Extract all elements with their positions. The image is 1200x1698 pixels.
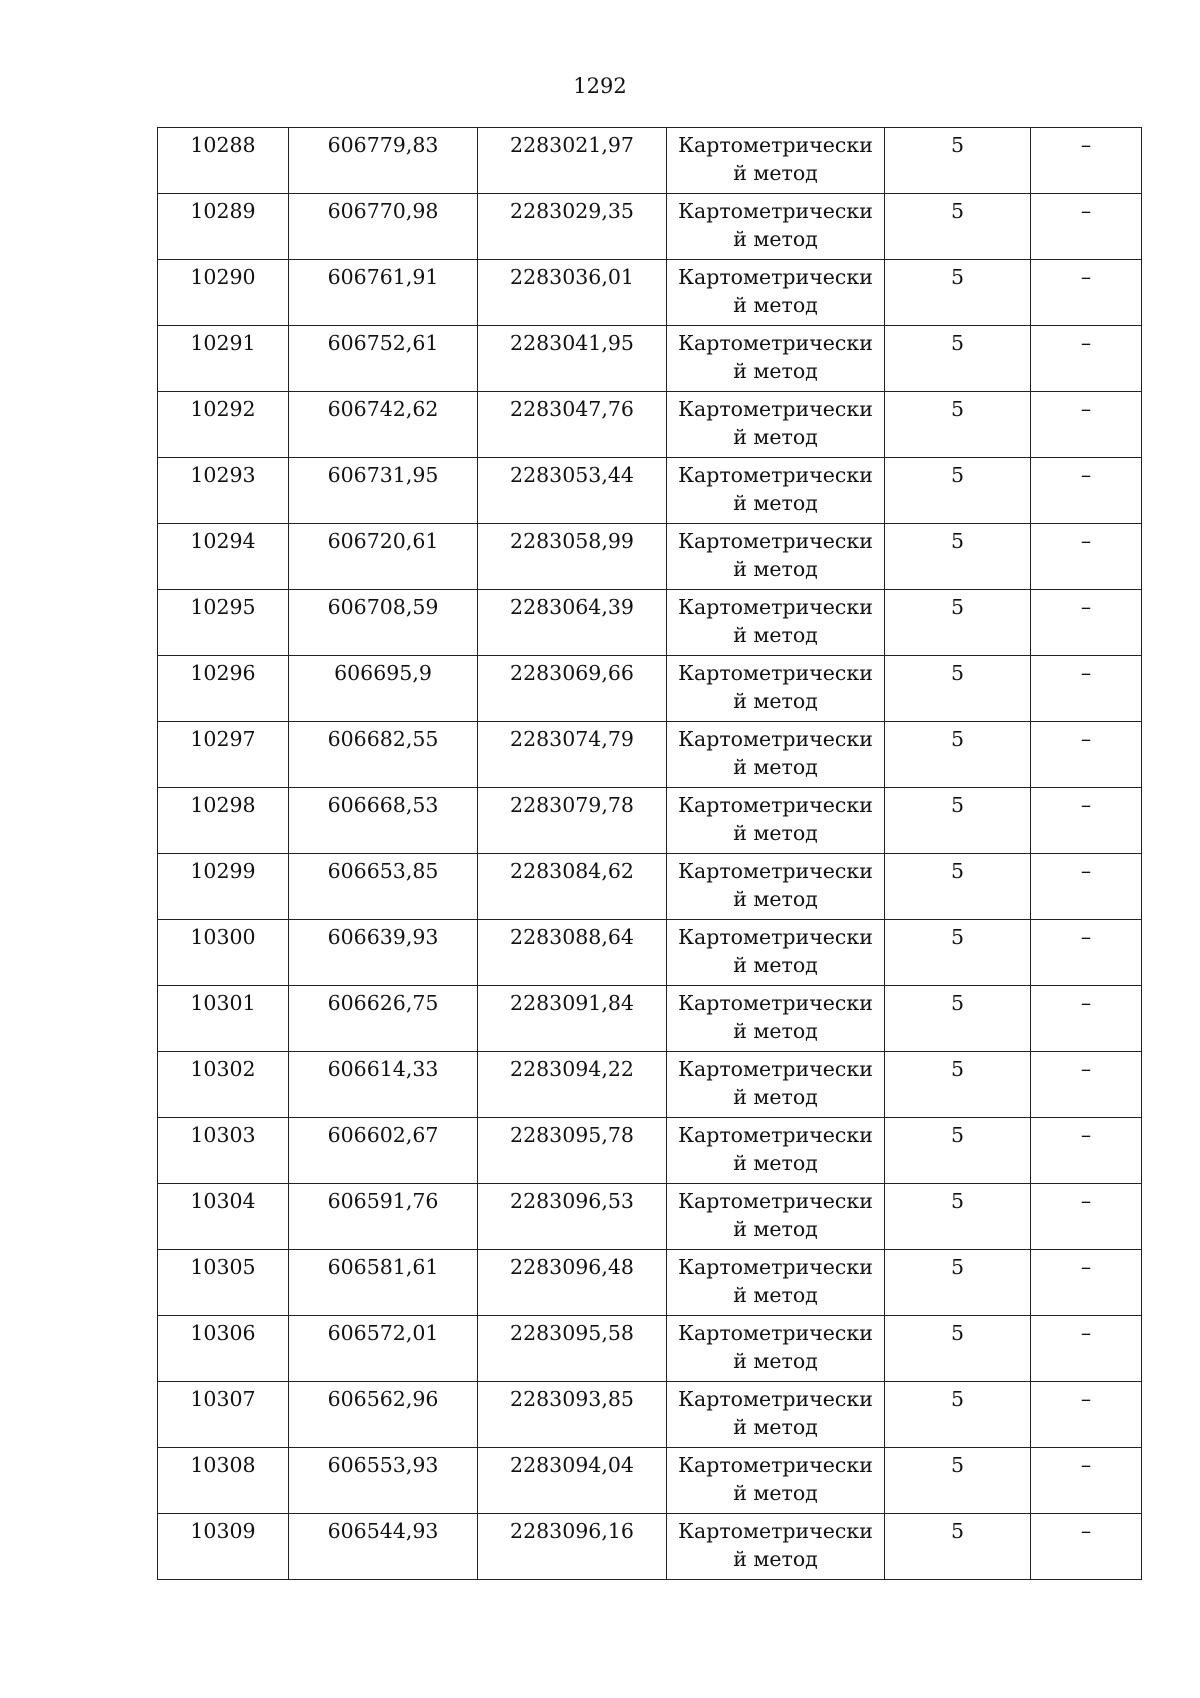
x-coordinate-cell: 606544,93 [289,1514,478,1580]
x-coordinate-cell: 606562,96 [289,1382,478,1448]
accuracy-cell: 5 [885,1316,1031,1382]
note-cell: – [1031,1118,1142,1184]
method-cell: Картометрически й метод [667,1118,885,1184]
point-number-cell: 10305 [158,1250,289,1316]
x-coordinate-cell: 606695,9 [289,656,478,722]
method-cell: Картометрически й метод [667,326,885,392]
note-cell: – [1031,1448,1142,1514]
note-cell: – [1031,788,1142,854]
accuracy-cell: 5 [885,854,1031,920]
accuracy-cell: 5 [885,326,1031,392]
x-coordinate-cell: 606572,01 [289,1316,478,1382]
table-row [158,128,1142,194]
point-number-cell: 10294 [158,524,289,590]
table-row [158,1316,1142,1382]
note-cell: – [1031,194,1142,260]
note-cell: – [1031,260,1142,326]
point-number-cell: 10306 [158,1316,289,1382]
x-coordinate-cell: 606591,76 [289,1184,478,1250]
x-coordinate-cell: 606720,61 [289,524,478,590]
table-row [158,1448,1142,1514]
accuracy-cell: 5 [885,524,1031,590]
note-cell: – [1031,722,1142,788]
point-number-cell: 10290 [158,260,289,326]
point-number-cell: 10288 [158,128,289,194]
x-coordinate-cell: 606626,75 [289,986,478,1052]
y-coordinate-cell: 2283036,01 [478,260,667,326]
y-coordinate-cell: 2283069,66 [478,656,667,722]
coordinates-table [157,127,1142,1580]
table-row [158,1382,1142,1448]
accuracy-cell: 5 [885,656,1031,722]
y-coordinate-cell: 2283041,95 [478,326,667,392]
note-cell: – [1031,1514,1142,1580]
accuracy-cell: 5 [885,392,1031,458]
x-coordinate-cell: 606752,61 [289,326,478,392]
table-row [158,194,1142,260]
table-row [158,1250,1142,1316]
y-coordinate-cell: 2283095,58 [478,1316,667,1382]
y-coordinate-cell: 2283058,99 [478,524,667,590]
table-row [158,326,1142,392]
method-cell: Картометрически й метод [667,1052,885,1118]
y-coordinate-cell: 2283096,16 [478,1514,667,1580]
x-coordinate-cell: 606639,93 [289,920,478,986]
table-row [158,590,1142,656]
y-coordinate-cell: 2283094,04 [478,1448,667,1514]
point-number-cell: 10303 [158,1118,289,1184]
method-cell: Картометрически й метод [667,854,885,920]
point-number-cell: 10299 [158,854,289,920]
y-coordinate-cell: 2283079,78 [478,788,667,854]
accuracy-cell: 5 [885,1184,1031,1250]
point-number-cell: 10298 [158,788,289,854]
accuracy-cell: 5 [885,788,1031,854]
table-row [158,524,1142,590]
table-row [158,656,1142,722]
method-cell: Картометрически й метод [667,524,885,590]
y-coordinate-cell: 2283093,85 [478,1382,667,1448]
x-coordinate-cell: 606731,95 [289,458,478,524]
table-row [158,788,1142,854]
y-coordinate-cell: 2283096,48 [478,1250,667,1316]
accuracy-cell: 5 [885,194,1031,260]
accuracy-cell: 5 [885,590,1031,656]
table-row [158,722,1142,788]
table-row [158,1118,1142,1184]
accuracy-cell: 5 [885,1514,1031,1580]
method-cell: Картометрически й метод [667,1448,885,1514]
point-number-cell: 10309 [158,1514,289,1580]
x-coordinate-cell: 606682,55 [289,722,478,788]
point-number-cell: 10292 [158,392,289,458]
point-number-cell: 10297 [158,722,289,788]
y-coordinate-cell: 2283029,35 [478,194,667,260]
y-coordinate-cell: 2283095,78 [478,1118,667,1184]
method-cell: Картометрически й метод [667,260,885,326]
method-cell: Картометрически й метод [667,1382,885,1448]
y-coordinate-cell: 2283021,97 [478,128,667,194]
note-cell: – [1031,326,1142,392]
method-cell: Картометрически й метод [667,128,885,194]
table-row [158,1052,1142,1118]
accuracy-cell: 5 [885,986,1031,1052]
accuracy-cell: 5 [885,1382,1031,1448]
table-row [158,1184,1142,1250]
y-coordinate-cell: 2283084,62 [478,854,667,920]
method-cell: Картометрически й метод [667,1250,885,1316]
method-cell: Картометрически й метод [667,722,885,788]
accuracy-cell: 5 [885,1250,1031,1316]
method-cell: Картометрически й метод [667,1184,885,1250]
method-cell: Картометрически й метод [667,590,885,656]
accuracy-cell: 5 [885,458,1031,524]
note-cell: – [1031,854,1142,920]
point-number-cell: 10289 [158,194,289,260]
point-number-cell: 10307 [158,1382,289,1448]
method-cell: Картометрически й метод [667,194,885,260]
y-coordinate-cell: 2283074,79 [478,722,667,788]
x-coordinate-cell: 606614,33 [289,1052,478,1118]
method-cell: Картометрически й метод [667,1514,885,1580]
note-cell: – [1031,458,1142,524]
point-number-cell: 10304 [158,1184,289,1250]
table-row [158,392,1142,458]
y-coordinate-cell: 2283047,76 [478,392,667,458]
table-row [158,920,1142,986]
note-cell: – [1031,392,1142,458]
accuracy-cell: 5 [885,1118,1031,1184]
point-number-cell: 10300 [158,920,289,986]
y-coordinate-cell: 2283091,84 [478,986,667,1052]
accuracy-cell: 5 [885,128,1031,194]
method-cell: Картометрически й метод [667,986,885,1052]
table-row [158,1514,1142,1580]
x-coordinate-cell: 606653,85 [289,854,478,920]
note-cell: – [1031,986,1142,1052]
accuracy-cell: 5 [885,1052,1031,1118]
note-cell: – [1031,1052,1142,1118]
y-coordinate-cell: 2283088,64 [478,920,667,986]
y-coordinate-cell: 2283053,44 [478,458,667,524]
x-coordinate-cell: 606770,98 [289,194,478,260]
x-coordinate-cell: 606668,53 [289,788,478,854]
table-row [158,854,1142,920]
point-number-cell: 10302 [158,1052,289,1118]
x-coordinate-cell: 606779,83 [289,128,478,194]
x-coordinate-cell: 606761,91 [289,260,478,326]
point-number-cell: 10293 [158,458,289,524]
method-cell: Картометрически й метод [667,656,885,722]
method-cell: Картометрически й метод [667,458,885,524]
table-row [158,458,1142,524]
note-cell: – [1031,1382,1142,1448]
point-number-cell: 10296 [158,656,289,722]
y-coordinate-cell: 2283094,22 [478,1052,667,1118]
point-number-cell: 10295 [158,590,289,656]
accuracy-cell: 5 [885,260,1031,326]
method-cell: Картометрически й метод [667,1316,885,1382]
method-cell: Картометрически й метод [667,788,885,854]
note-cell: – [1031,920,1142,986]
note-cell: – [1031,590,1142,656]
method-cell: Картометрически й метод [667,920,885,986]
table-row [158,260,1142,326]
x-coordinate-cell: 606742,62 [289,392,478,458]
note-cell: – [1031,524,1142,590]
accuracy-cell: 5 [885,722,1031,788]
y-coordinate-cell: 2283064,39 [478,590,667,656]
table-row [158,986,1142,1052]
accuracy-cell: 5 [885,1448,1031,1514]
coordinates-table-body [158,128,1142,1580]
x-coordinate-cell: 606581,61 [289,1250,478,1316]
note-cell: – [1031,1250,1142,1316]
x-coordinate-cell: 606708,59 [289,590,478,656]
note-cell: – [1031,128,1142,194]
accuracy-cell: 5 [885,920,1031,986]
point-number-cell: 10291 [158,326,289,392]
method-cell: Картометрически й метод [667,392,885,458]
y-coordinate-cell: 2283096,53 [478,1184,667,1250]
x-coordinate-cell: 606553,93 [289,1448,478,1514]
point-number-cell: 10301 [158,986,289,1052]
note-cell: – [1031,656,1142,722]
note-cell: – [1031,1316,1142,1382]
x-coordinate-cell: 606602,67 [289,1118,478,1184]
page-number: 1292 [573,74,627,98]
note-cell: – [1031,1184,1142,1250]
point-number-cell: 10308 [158,1448,289,1514]
